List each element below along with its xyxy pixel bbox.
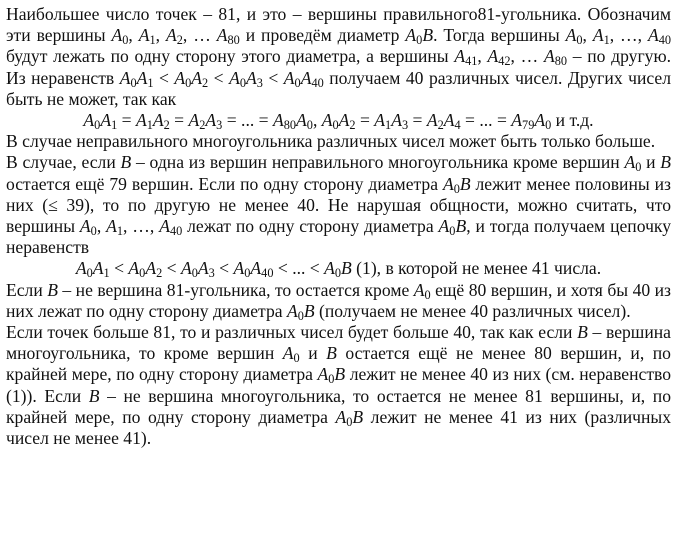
paragraph-2: В случае неправильного многоугольника различных чисел может быть только больше. [6,131,656,152]
paragraph-1: Наибольшее число точек – 81, и это – вершины правильного81-угольника. Обозначим эти вершины $A_0$, $A_1$, $A_2$, … $A_{80}$ и проведём диаметр $A_0B$. Тогда вершины $A_0$, $A_1$, …, $A_{40}$ будут лежать по одну сторону этого диаметра, а вершины $A_{41}$, $A_{42}$, … $A_{80}$ – по другую. Из неравенств $A_0A_1 < A_0A_2 < A_0A_3 < A_0A_{40}$ получаем 40 различных чисел. Других чисел быть не может, так как [6,4,672,109]
paragraph-4: Если B – не вершина 81-угольника, то остается кроме $A_0$ ещё 80 вершин, и хотя бы 40 из них лежат по одну сторону диаметра $A_0B$ (получаем не менее 40 различных чисел). [6,279,672,323]
formula-inequality-chain: $A_0A_1 < A_0A_2 < A_0A_3 < A_0A_{40}$ < ... < $A_0B$ (1), в которой не менее 41 числа. [75,258,602,281]
paragraph-5: Если точек больше 81, то и различных чисел будет больше 40, так как если B – вершина многоугольника, то кроме вершин $A_0$ и B остается ещё не менее 80 вершин, и, по крайней мере, по одну сторону диаметра $A_0B$ лежит не менее 40 из них (см. неравенство (1)). Если B – не вершина многоугольника, то остается не менее 81 вершины, и, по крайней мере, по одну сторону диаметра $A_0B$ лежит не менее 41 из них (различных чисел не менее 41). [6,322,671,449]
formula-equal-chords: $A_0A_1 = A_1A_2 = A_2A_3$ = ... = $A_{80}A_0$, $A_0A_2 = A_1A_3 = A_2A_4$ = ... = $A_{79}A_0$ и т.д. [83,110,594,133]
paragraph-3: В случае, если B – одна из вершин неправильного многоугольника кроме вершин $A_0$ и B остается ещё 79 вершин. Если по одну сторону диаметра $A_0B$ лежит менее половины из них (≤ 39), то по другую не менее 40. Не нарушая общности, можно считать, что вершины $A_0$, $A_1$, …, $A_{40}$ лежат по одну сторону диаметра $A_0B$, и тогда получаем цепочку неравенств [6,152,672,258]
